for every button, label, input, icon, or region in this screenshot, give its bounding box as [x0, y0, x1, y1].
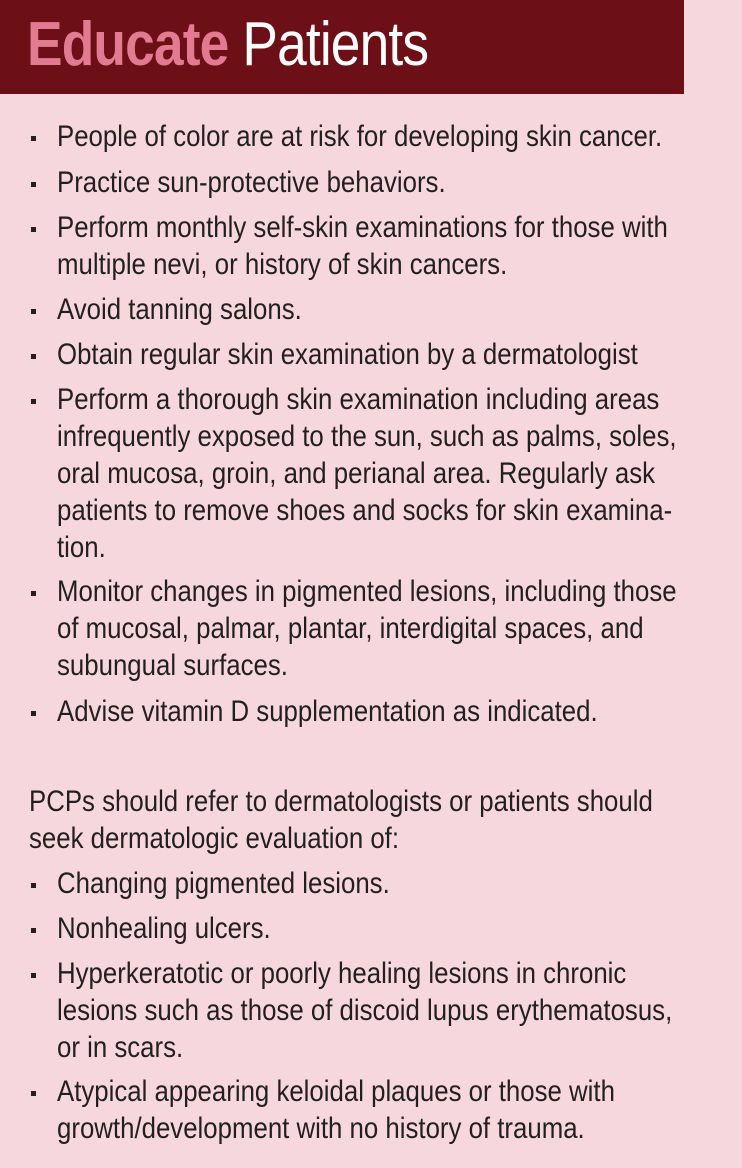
header-banner: [0, 0, 684, 94]
educate-item-line: oral mucosa, groin, and perianal area. Regularly ask: [57, 457, 656, 490]
title-main-text: Patients: [228, 10, 429, 79]
referral-item-line: Nonhealing ulcers.: [57, 912, 271, 945]
referral-item-line: Atypical appearing keloidal plaques or those with: [57, 1075, 615, 1108]
educate-item-line: Obtain regular skin examination by a dermatologist: [57, 338, 638, 371]
bullet-marker: [31, 136, 36, 141]
educate-item-line: Advise vitamin D supplementation as indicated.: [57, 695, 598, 728]
bullet-marker: [31, 591, 36, 596]
bullet-marker: [31, 928, 36, 933]
referral-item-line: growth/development with no history of trauma.: [57, 1112, 585, 1145]
educate-item-line: infrequently exposed to the sun, such as palms, soles,: [57, 420, 677, 453]
bullet-marker: [31, 182, 36, 187]
bullet-marker: [31, 354, 36, 359]
referral-item-line: Hyperkeratotic or poorly healing lesions in chronic: [57, 957, 627, 990]
educate-item-line: multiple nevi, or history of skin cancers.: [57, 248, 508, 281]
educate-item-line: Avoid tanning salons.: [57, 293, 302, 326]
educate-item-line: patients to remove shoes and socks for skin examina-: [57, 494, 673, 527]
educate-item-line: of mucosal, palmar, plantar, interdigital spaces, and: [57, 612, 644, 645]
educate-item-line: Monitor changes in pigmented lesions, including those: [57, 575, 677, 608]
educate-item-line: Practice sun-protective behaviors.: [57, 166, 446, 199]
bullet-marker: [31, 227, 36, 232]
title-accent-text: Educate: [27, 10, 229, 79]
bullet-marker: [31, 1091, 36, 1096]
referral-intro-line: PCPs should refer to dermatologists or patients should: [29, 785, 653, 818]
educate-item-line: subungual surfaces.: [57, 649, 288, 682]
bullet-marker: [31, 883, 36, 888]
educate-item-line: tion.: [57, 531, 106, 564]
referral-item-line: Changing pigmented lesions.: [57, 867, 390, 900]
page-title: [27, 3, 428, 87]
referral-item-line: or in scars.: [57, 1031, 184, 1064]
bullet-marker: [31, 973, 36, 978]
referral-intro-line: seek dermatologic evaluation of:: [29, 822, 400, 855]
educate-item-line: Perform monthly self-skin examinations for those with: [57, 211, 668, 244]
referral-item-line: lesions such as those of discoid lupus erythematosus,: [57, 994, 673, 1027]
bullet-marker: [31, 399, 36, 404]
bullet-marker: [31, 309, 36, 314]
bullet-marker: [31, 711, 36, 716]
educate-item-line: People of color are at risk for developing skin cancer.: [57, 120, 663, 153]
educate-item-line: Perform a thorough skin examination including areas: [57, 383, 660, 416]
